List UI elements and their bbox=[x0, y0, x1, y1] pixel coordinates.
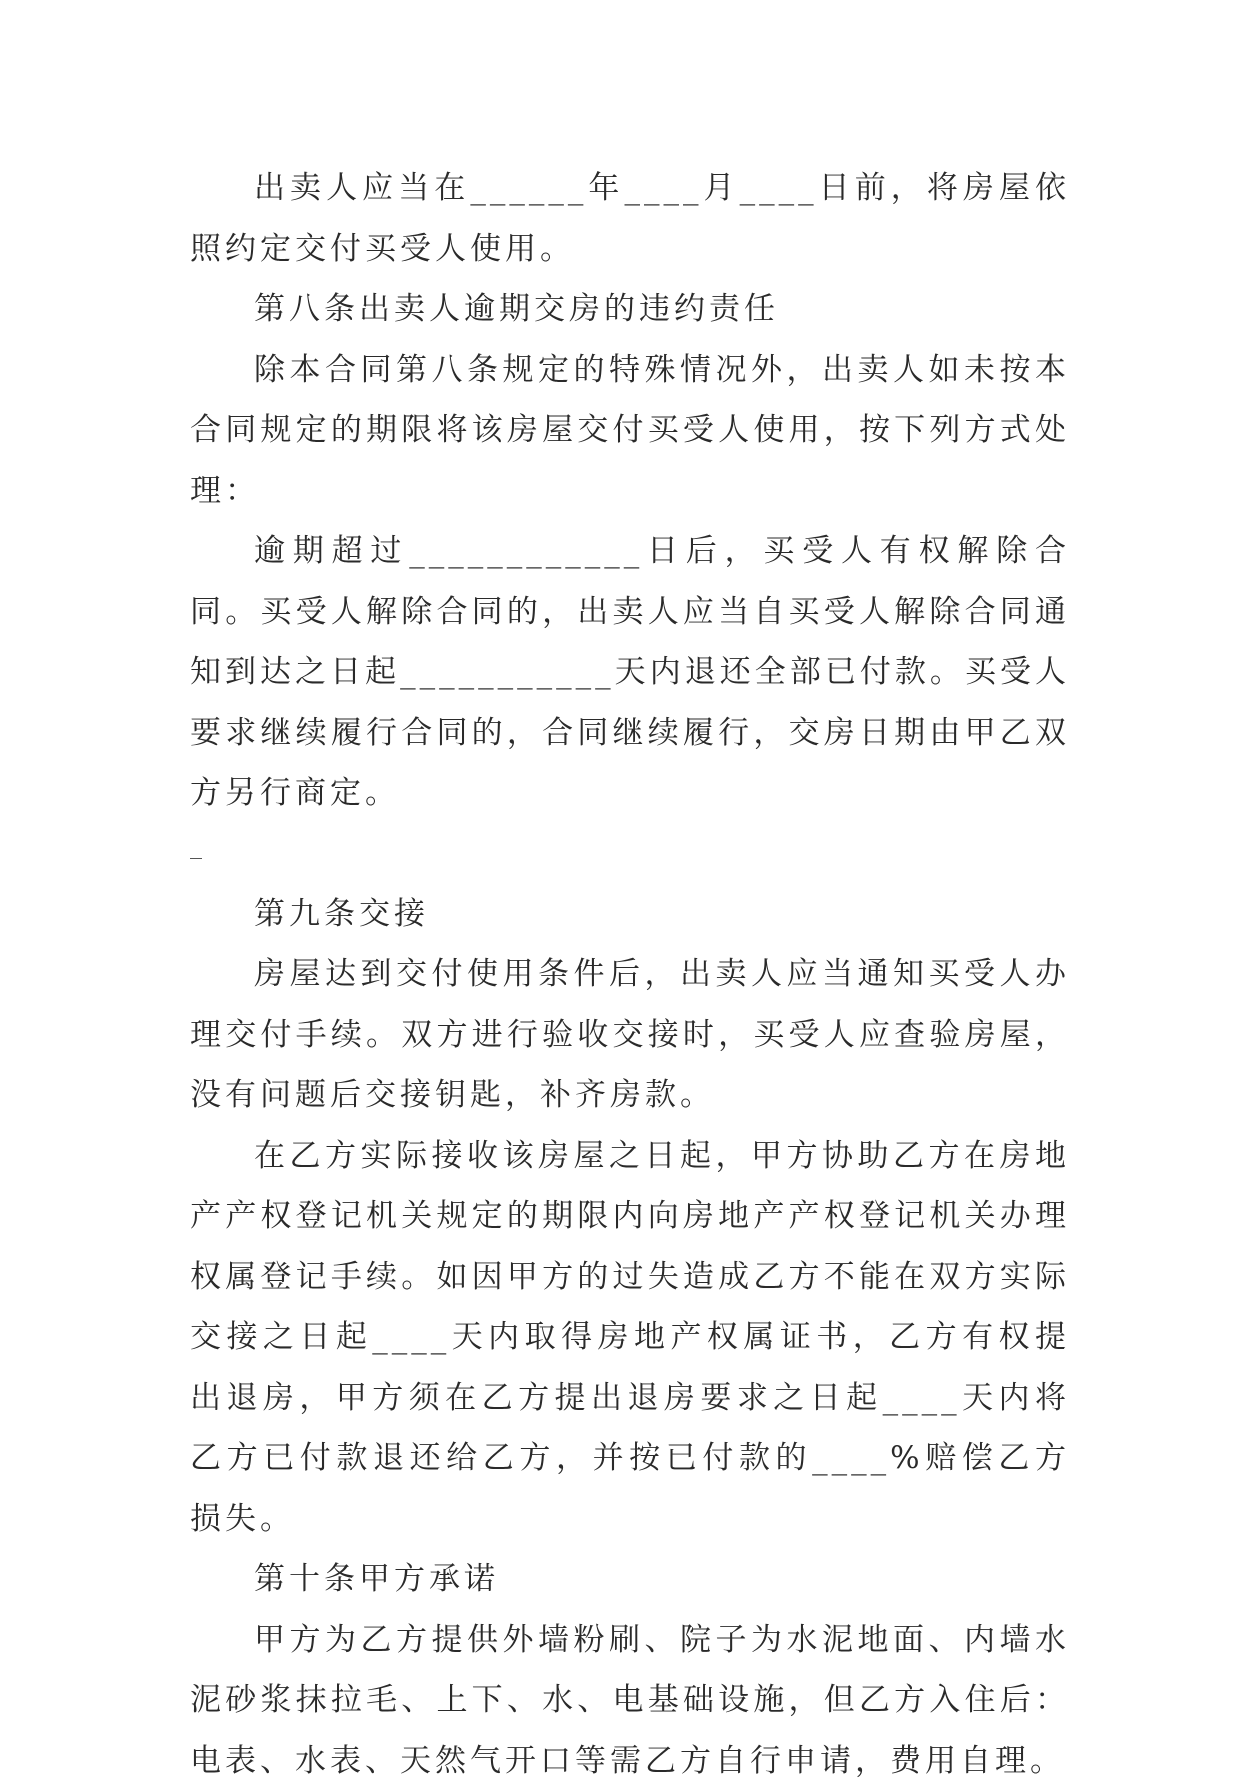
paragraph-late-delivery-intro: 除本合同第八条规定的特殊情况外，出卖人如未按本合同规定的期限将该房屋交付买受人使用，按下列方式处理： bbox=[190, 340, 1070, 522]
article-8-heading: 第八条出卖人逾期交房的违约责任 bbox=[190, 279, 1070, 340]
article-9-heading: 第九条交接 bbox=[190, 884, 1070, 945]
contract-text bbox=[190, 158, 1070, 1791]
paragraph-late-delivery-terms: 逾期超过____________日后，买受人有权解除合同。买受人解除合同的，出卖人应当自买受人解除合同通知到达之日起___________天内退还全部已付款。买受人要求继续履行合同的，合同继续履行，交房日期由甲乙双方另行商定。 bbox=[190, 521, 1070, 824]
paragraph-delivery-date: 出卖人应当在______年____月____日前，将房屋依照约定交付买受人使用。 bbox=[190, 158, 1070, 279]
paragraph-registration: 在乙方实际接收该房屋之日起，甲方协助乙方在房地产产权登记机关规定的期限内向房地产产权登记机关办理权属登记手续。如因甲方的过失造成乙方不能在双方实际交接之日起____天内取得房地产权属证书，乙方有权提出退房，甲方须在乙方提出退房要求之日起____天内将乙方已付款退还给乙方，并按已付款的____%赔偿乙方损失。 bbox=[190, 1126, 1070, 1550]
article-10-heading: 第十条甲方承诺 bbox=[190, 1549, 1070, 1610]
paragraph-handover: 房屋达到交付使用条件后，出卖人应当通知买受人办理交付手续。双方进行验收交接时，买受人应查验房屋，没有问题后交接钥匙，补齐房款。 bbox=[190, 944, 1070, 1126]
stray-dash-mark bbox=[190, 824, 1070, 884]
paragraph-party-a-commitment: 甲方为乙方提供外墙粉刷、院子为水泥地面、内墙水泥砂浆抹拉毛、上下、水、电基础设施，但乙方入住后：电表、水表、天然气开口等需乙方自行申请，费用自理。 bbox=[190, 1610, 1070, 1791]
